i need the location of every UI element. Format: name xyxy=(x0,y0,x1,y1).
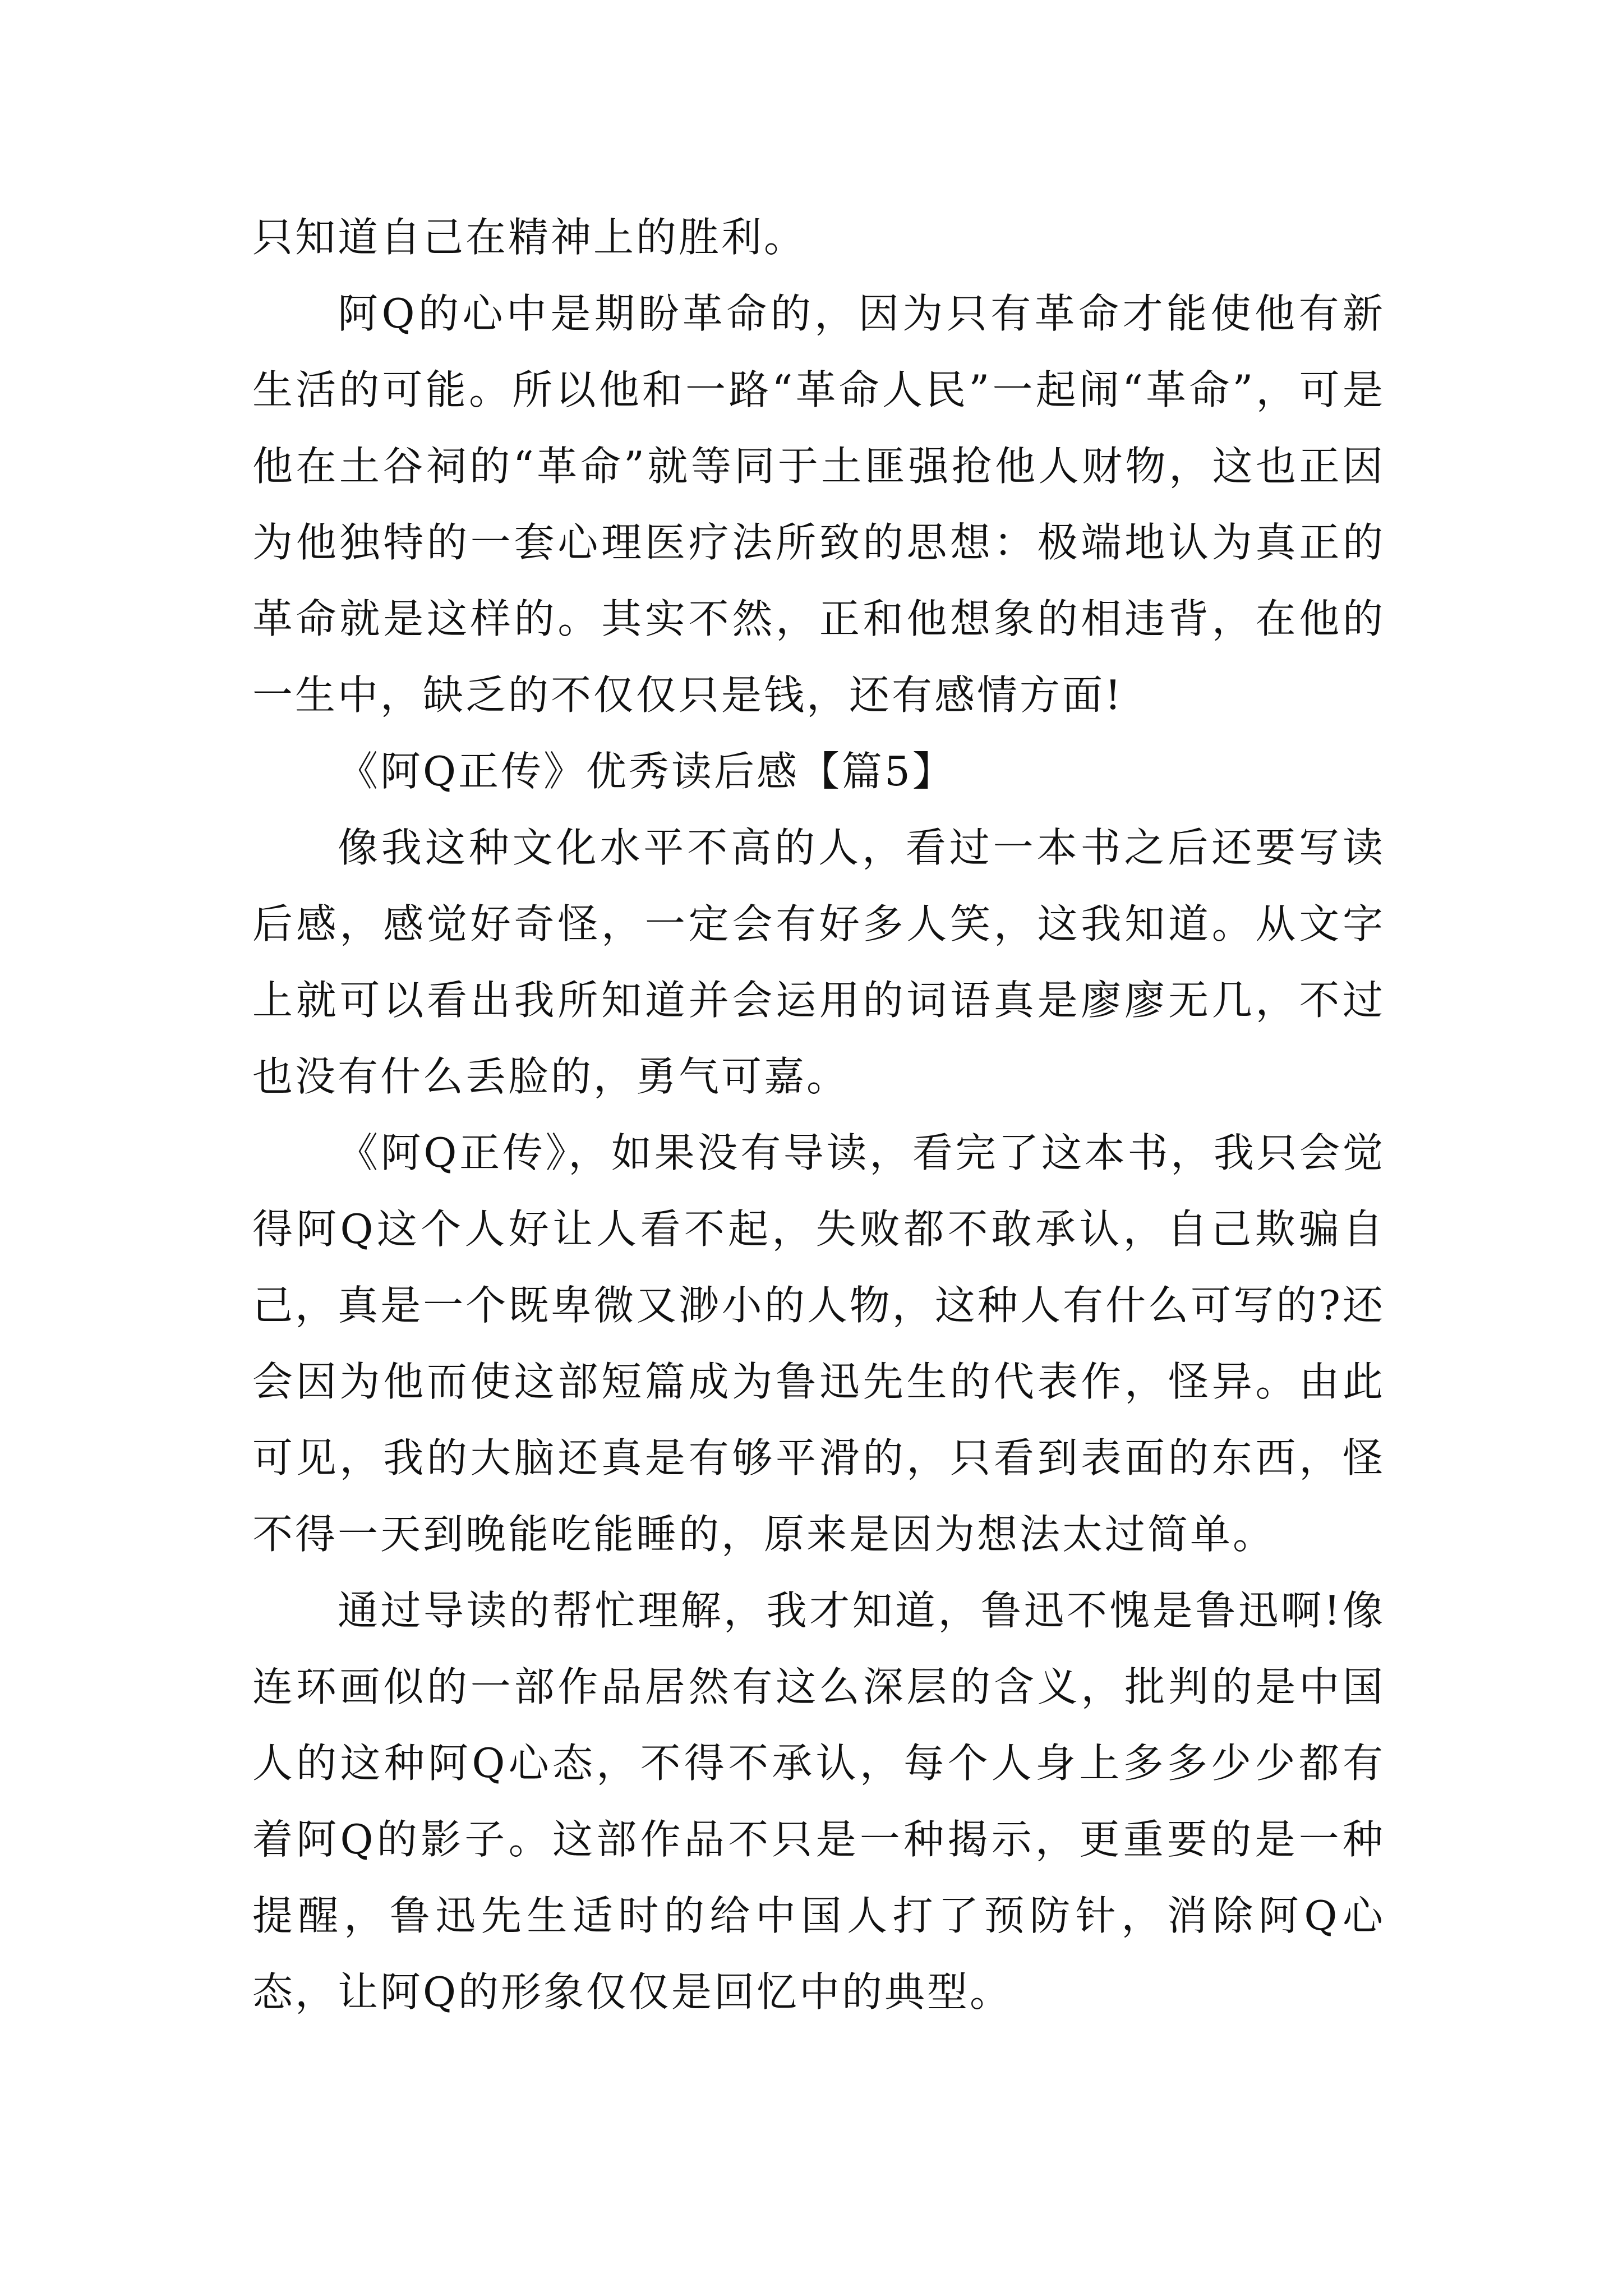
paragraph-intro: 像我这种文化水平不高的人，看过一本书之后还要写读后感，感觉好奇怪，一定会有好多人笑，这我知道。从文字上就可以看出我所知道并会运用的词语真是廖廖无几，不过也没有什么丢脸的，勇气可嘉。 xyxy=(252,824,1385,1100)
section-heading: 《阿Q正传》优秀读后感【篇5】 xyxy=(338,748,955,795)
paragraph-understanding: 通过导读的帮忙理解，我才知道，鲁迅不愧是鲁迅啊!像连环画似的一部作品居然有这么深层的含义，批判的是中国人的这种阿Q心态，不得不承认，每个人身上多多少少都有着阿Q的影子。这部作品不只是一种揭示，更重要的是一种提醒，鲁迅先生适时的给中国人打了预防针，消除阿Q心态，让阿Q的形象仅仅是回忆中的典型。 xyxy=(252,1587,1385,2016)
paragraph-revolution: 阿Q的心中是期盼革命的，因为只有革命才能使他有新生活的可能。所以他和一路“革命人民”一起闹“革命”，可是他在土谷祠的“革命”就等同于土匪强抢他人财物，这也正因为他独特的一套心理医疗法所致的思想：极端地认为真正的革命就是这样的。其实不然，正和他想象的相违背，在他的一生中，缺乏的不仅仅只是钱，还有感情方面! xyxy=(252,290,1385,719)
paragraph-continuation: 只知道自己在精神上的胜利。 xyxy=(252,214,807,261)
paragraph-first-impression: 《阿Q正传》，如果没有导读，看完了这本书，我只会觉得阿Q这个人好让人看不起，失败都不敢承认，自己欺骗自己，真是一个既卑微又渺小的人物，这种人有什么可写的?还会因为他而使这部短篇成为鲁迅先生的代表作，怪异。由此可见，我的大脑还真是有够平滑的，只看到表面的东西，怪不得一天到晚能吃能睡的，原来是因为想法太过简单。 xyxy=(252,1129,1385,1558)
document-body xyxy=(252,199,1385,2030)
